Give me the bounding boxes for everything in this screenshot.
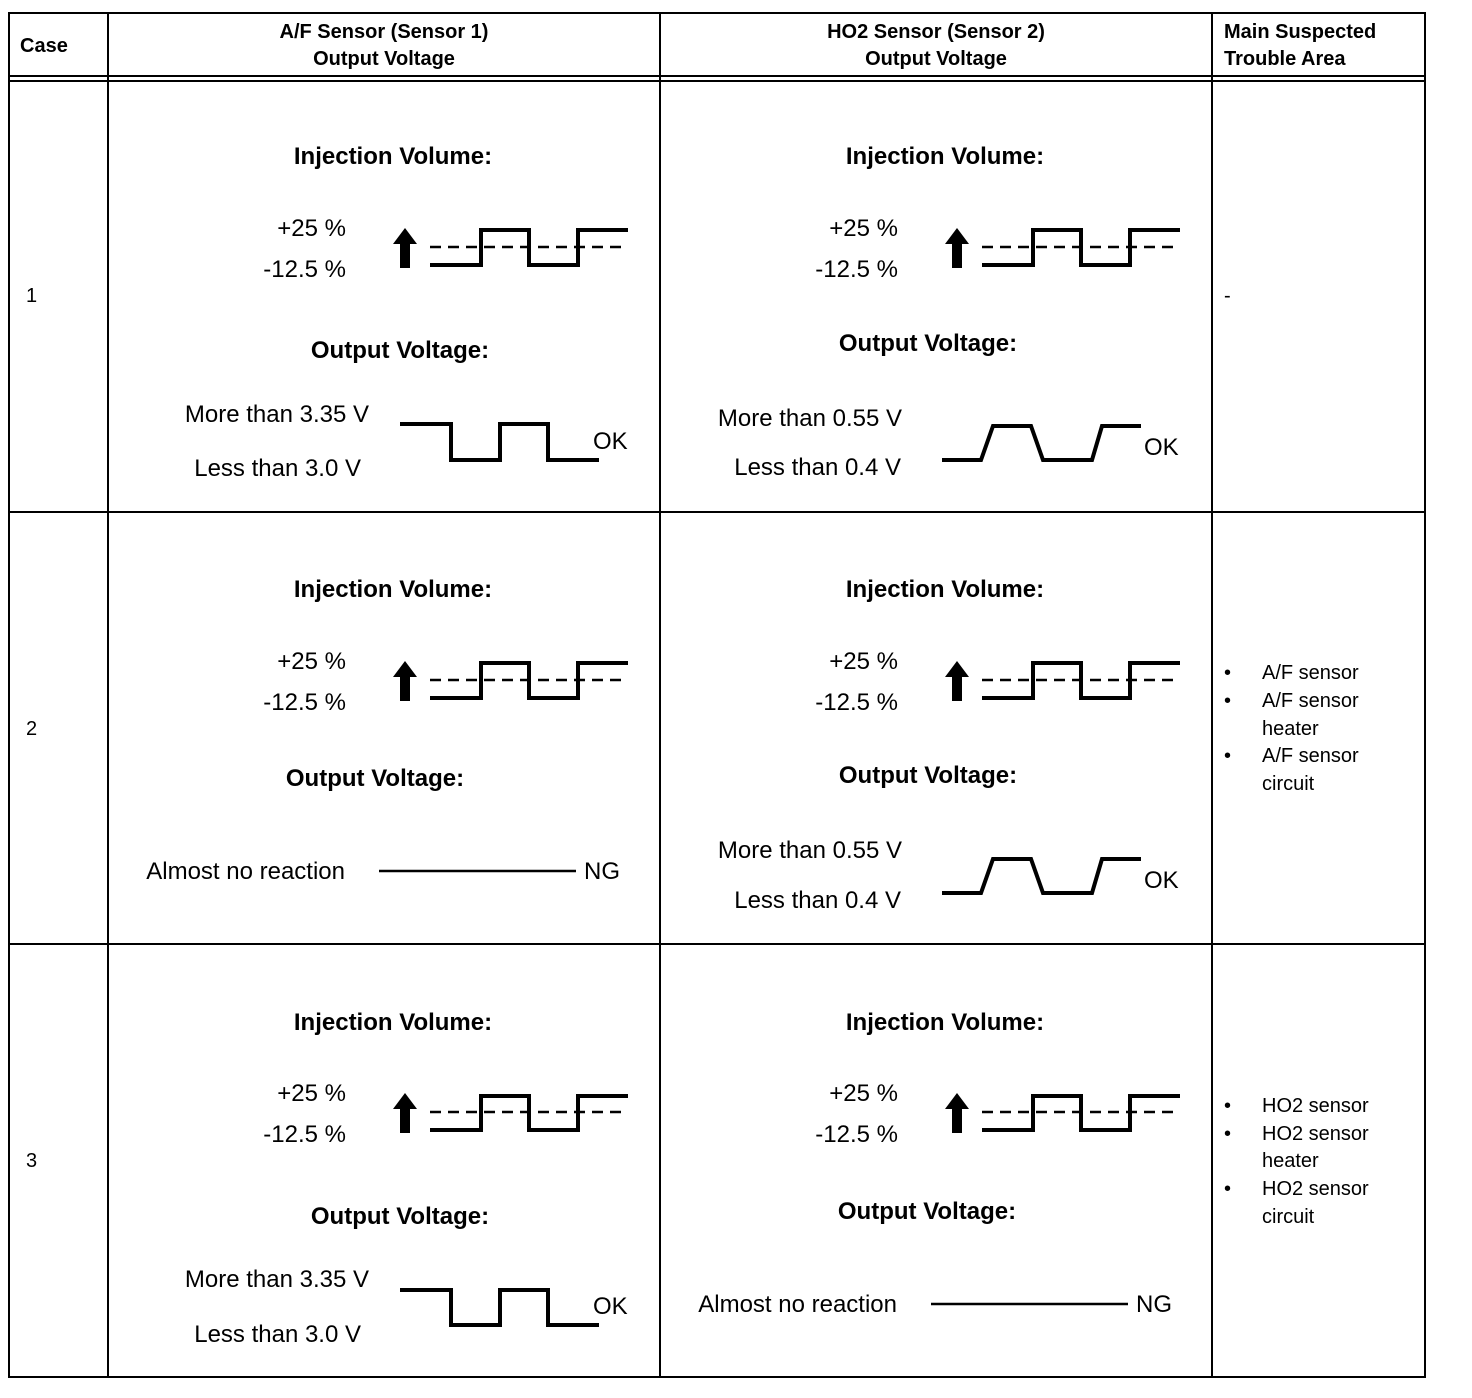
output-high-label: More than 3.35 V <box>184 1266 369 1293</box>
up-arrow-icon <box>393 1093 417 1133</box>
result-ok: OK <box>593 428 628 455</box>
output-high-label: More than 3.35 V <box>184 401 369 428</box>
trouble-area-list <box>1224 1095 1369 1228</box>
injection-low-label: -12.5 % <box>263 256 346 283</box>
result-ok: OK <box>1144 867 1179 894</box>
output-waveform <box>400 424 599 460</box>
table-row <box>26 576 1359 914</box>
output-high-label: More than 0.55 V <box>717 405 902 432</box>
output-voltage-label: Output Voltage: <box>310 1203 490 1230</box>
injection-volume-label: Injection Volume: <box>845 143 1045 170</box>
injection-low-label: -12.5 % <box>815 256 898 283</box>
trouble-area-item-cont: circuit <box>1262 773 1315 795</box>
table-row <box>26 143 1231 482</box>
trouble-area-item: HO2 sensor <box>1262 1123 1369 1145</box>
header-af-subtitle: Output Voltage <box>313 48 455 70</box>
header-af-title: A/F Sensor (Sensor 1) <box>279 21 489 43</box>
injection-high-label: +25 % <box>829 215 898 242</box>
injection-high-label: +25 % <box>829 648 898 675</box>
bullet: • <box>1224 690 1232 712</box>
output-low-label: Less than 3.0 V <box>194 1321 361 1348</box>
af-cell <box>146 576 628 885</box>
up-arrow-icon <box>945 1093 969 1133</box>
case-number: 1 <box>26 285 38 307</box>
ho2-cell <box>718 576 1180 914</box>
header-case: Case <box>20 35 68 57</box>
af-cell <box>185 1009 628 1348</box>
bullet: • <box>1224 1178 1232 1200</box>
injection-volume-label: Injection Volume: <box>293 576 493 603</box>
injection-volume-label: Injection Volume: <box>845 576 1045 603</box>
bullet: • <box>1224 745 1232 767</box>
trouble-area-item: A/F sensor <box>1262 745 1359 767</box>
bullet: • <box>1224 1095 1232 1117</box>
injection-high-label: +25 % <box>277 648 346 675</box>
no-reaction-label: Almost no reaction <box>146 858 345 885</box>
result-ok: OK <box>593 1293 628 1320</box>
output-voltage-label: Output Voltage: <box>838 762 1018 789</box>
trouble-area-list <box>1224 662 1359 795</box>
output-voltage-label: Output Voltage: <box>285 765 465 792</box>
ho2-cell <box>698 1009 1180 1318</box>
case-number: 2 <box>26 718 38 740</box>
injection-low-label: -12.5 % <box>263 1121 346 1148</box>
injection-volume-label: Injection Volume: <box>293 143 493 170</box>
no-reaction-label: Almost no reaction <box>698 1291 897 1318</box>
table-grid <box>9 13 1425 1377</box>
output-low-label: Less than 0.4 V <box>734 887 901 914</box>
injection-low-label: -12.5 % <box>815 1121 898 1148</box>
injection-volume-label: Injection Volume: <box>845 1009 1045 1036</box>
result-ng: NG <box>1136 1291 1172 1318</box>
ho2-cell <box>718 143 1180 481</box>
output-voltage-label: Output Voltage: <box>310 337 490 364</box>
af-cell <box>185 143 628 482</box>
injection-low-label: -12.5 % <box>263 689 346 716</box>
up-arrow-icon <box>945 228 969 268</box>
trouble-area-item-cont: heater <box>1262 718 1319 740</box>
trouble-area-item-cont: circuit <box>1262 1206 1315 1228</box>
output-waveform <box>400 1290 599 1325</box>
up-arrow-icon <box>393 228 417 268</box>
output-low-label: Less than 0.4 V <box>734 454 901 481</box>
bullet: • <box>1224 1123 1232 1145</box>
result-ok: OK <box>1144 434 1179 461</box>
injection-high-label: +25 % <box>277 215 346 242</box>
injection-low-label: -12.5 % <box>815 689 898 716</box>
trouble-area-item: A/F sensor <box>1262 662 1359 684</box>
injection-high-label: +25 % <box>277 1080 346 1107</box>
output-low-label: Less than 3.0 V <box>194 455 361 482</box>
up-arrow-icon <box>393 661 417 701</box>
bullet: • <box>1224 662 1232 684</box>
output-waveform <box>942 426 1141 460</box>
output-voltage-label: Output Voltage: <box>837 1198 1017 1225</box>
header-ho2-subtitle: Output Voltage <box>865 48 1007 70</box>
header-area-subtitle: Trouble Area <box>1224 48 1346 70</box>
trouble-area-item: A/F sensor <box>1262 690 1359 712</box>
output-voltage-label: Output Voltage: <box>838 330 1018 357</box>
trouble-area-none: - <box>1224 285 1231 307</box>
injection-high-label: +25 % <box>829 1080 898 1107</box>
trouble-area-item: HO2 sensor <box>1262 1178 1369 1200</box>
case-number: 3 <box>26 1150 38 1172</box>
result-ng: NG <box>584 858 620 885</box>
trouble-area-item-cont: heater <box>1262 1150 1319 1172</box>
table-row <box>26 1009 1369 1348</box>
up-arrow-icon <box>945 661 969 701</box>
output-waveform <box>942 859 1141 893</box>
header-area-title: Main Suspected <box>1224 21 1377 43</box>
output-high-label: More than 0.55 V <box>717 837 902 864</box>
header-ho2-title: HO2 Sensor (Sensor 2) <box>827 21 1045 43</box>
table-header <box>20 21 1376 70</box>
trouble-area-item: HO2 sensor <box>1262 1095 1369 1117</box>
injection-volume-label: Injection Volume: <box>293 1009 493 1036</box>
